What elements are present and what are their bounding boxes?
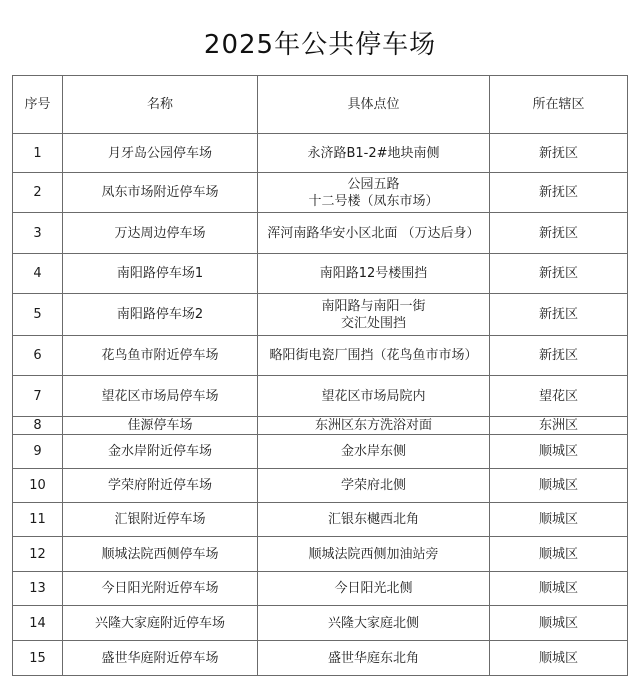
cell-location: [258, 336, 490, 376]
cell-district: 新抚区: [490, 134, 628, 173]
cell-name: 花鸟鱼市附近停车场: [63, 336, 258, 376]
cell-location: [258, 213, 490, 254]
cell-number: 12: [13, 537, 63, 572]
cell-number: 1: [13, 134, 63, 173]
location-line: 浑河南路华安小区北面 （万达后身）: [267, 225, 480, 241]
cell-name: 南阳路停车场1: [63, 254, 258, 294]
cell-name: 学荣府附近停车场: [63, 469, 258, 503]
cell-district: 顺城区: [490, 572, 628, 606]
cell-name: 万达周边停车场: [63, 213, 258, 254]
cell-number: 14: [13, 606, 63, 641]
cell-name: 顺城法院西侧停车场: [63, 537, 258, 572]
location-line: 永济路B1-2#地块南侧: [307, 145, 440, 161]
location-line: 南阳路与南阳一街: [321, 298, 426, 314]
cell-district: 顺城区: [490, 469, 628, 503]
location-line: 望花区市场局院内: [321, 388, 426, 404]
cell-number: 5: [13, 294, 63, 336]
cell-number: 9: [13, 435, 63, 469]
cell-district: 新抚区: [490, 336, 628, 376]
cell-location: [258, 503, 490, 537]
page-title: 2025年公共停车场: [203, 30, 437, 60]
location-line: 南阳路12号楼围挡: [319, 266, 428, 281]
cell-name: 盛世华庭附近停车场: [63, 641, 258, 676]
table-row: [13, 641, 628, 676]
table-row: [13, 572, 628, 606]
location-line: 顺城法院西侧加油站旁: [308, 546, 439, 562]
cell-number: 11: [13, 503, 63, 537]
cell-number: 13: [13, 572, 63, 606]
cell-district: 顺城区: [490, 537, 628, 572]
table-row: [13, 134, 628, 173]
cell-district: 顺城区: [490, 606, 628, 641]
table-row: [13, 294, 628, 336]
location-line: 公园五路: [347, 176, 400, 192]
header-name: 名称: [63, 76, 258, 134]
table-row: [13, 469, 628, 503]
cell-name: 月牙岛公园停车场: [63, 134, 258, 173]
cell-district: 新抚区: [490, 213, 628, 254]
cell-name: 南阳路停车场2: [63, 294, 258, 336]
location-line: 交汇处围挡: [340, 315, 406, 331]
cell-district: 新抚区: [490, 294, 628, 336]
table-row: [13, 254, 628, 294]
cell-number: 4: [13, 254, 63, 294]
parking-table: [12, 75, 628, 676]
cell-location: [258, 537, 490, 572]
location-line: 学荣府北侧: [340, 478, 406, 493]
table-header-row: [13, 76, 628, 134]
cell-number: 15: [13, 641, 63, 676]
location-line: 盛世华庭东北角: [327, 650, 419, 666]
location-line: 汇银东樾西北角: [327, 512, 419, 527]
cell-location: [258, 376, 490, 417]
location-line: 十二号楼（凤东市场）: [308, 193, 439, 209]
table-row: [13, 537, 628, 572]
location-line: 今日阳光北侧: [334, 581, 413, 596]
table-row: [13, 213, 628, 254]
header-location: 具体点位: [258, 76, 490, 134]
table-row: [13, 173, 628, 213]
cell-location: [258, 173, 490, 213]
cell-name: 佳源停车场: [63, 417, 258, 435]
cell-district: 顺城区: [490, 641, 628, 676]
cell-name: 今日阳光附近停车场: [63, 572, 258, 606]
cell-name: 金水岸附近停车场: [63, 435, 258, 469]
cell-number: 7: [13, 376, 63, 417]
cell-number: 3: [13, 213, 63, 254]
cell-location: [258, 435, 490, 469]
cell-name: 凤东市场附近停车场: [63, 173, 258, 213]
cell-district: 新抚区: [490, 173, 628, 213]
cell-district: 新抚区: [490, 254, 628, 294]
cell-location: [258, 134, 490, 173]
table-row: [13, 606, 628, 641]
cell-location: [258, 294, 490, 336]
cell-number: 2: [13, 173, 63, 213]
location-line: 金水岸东侧: [340, 444, 406, 459]
cell-location: [258, 641, 490, 676]
cell-location: [258, 572, 490, 606]
cell-district: 顺城区: [490, 503, 628, 537]
cell-number: 10: [13, 469, 63, 503]
table-body: [13, 134, 628, 676]
location-line: 兴隆大家庭北侧: [327, 615, 419, 631]
cell-name: 汇银附近停车场: [63, 503, 258, 537]
location-line: 略阳街电瓷厂围挡（花鸟鱼市市场）: [269, 348, 478, 363]
cell-name: 兴隆大家庭附近停车场: [63, 606, 258, 641]
table-row: [13, 376, 628, 417]
cell-location: [258, 606, 490, 641]
cell-number: 6: [13, 336, 63, 376]
table-row: [13, 503, 628, 537]
cell-number: 8: [13, 417, 63, 435]
cell-district: 望花区: [490, 376, 628, 417]
cell-district: 顺城区: [490, 435, 628, 469]
table-row: [13, 336, 628, 376]
table-row: [13, 435, 628, 469]
cell-name: 望花区市场局停车场: [63, 376, 258, 417]
location-line: 东洲区东方洗浴对面: [314, 418, 432, 433]
header-number: 序号: [13, 76, 63, 134]
cell-district: 东洲区: [490, 417, 628, 435]
table-row: [13, 417, 628, 435]
header-district: 所在辖区: [490, 76, 628, 134]
cell-location: [258, 469, 490, 503]
cell-location: [258, 254, 490, 294]
cell-location: [258, 417, 490, 435]
